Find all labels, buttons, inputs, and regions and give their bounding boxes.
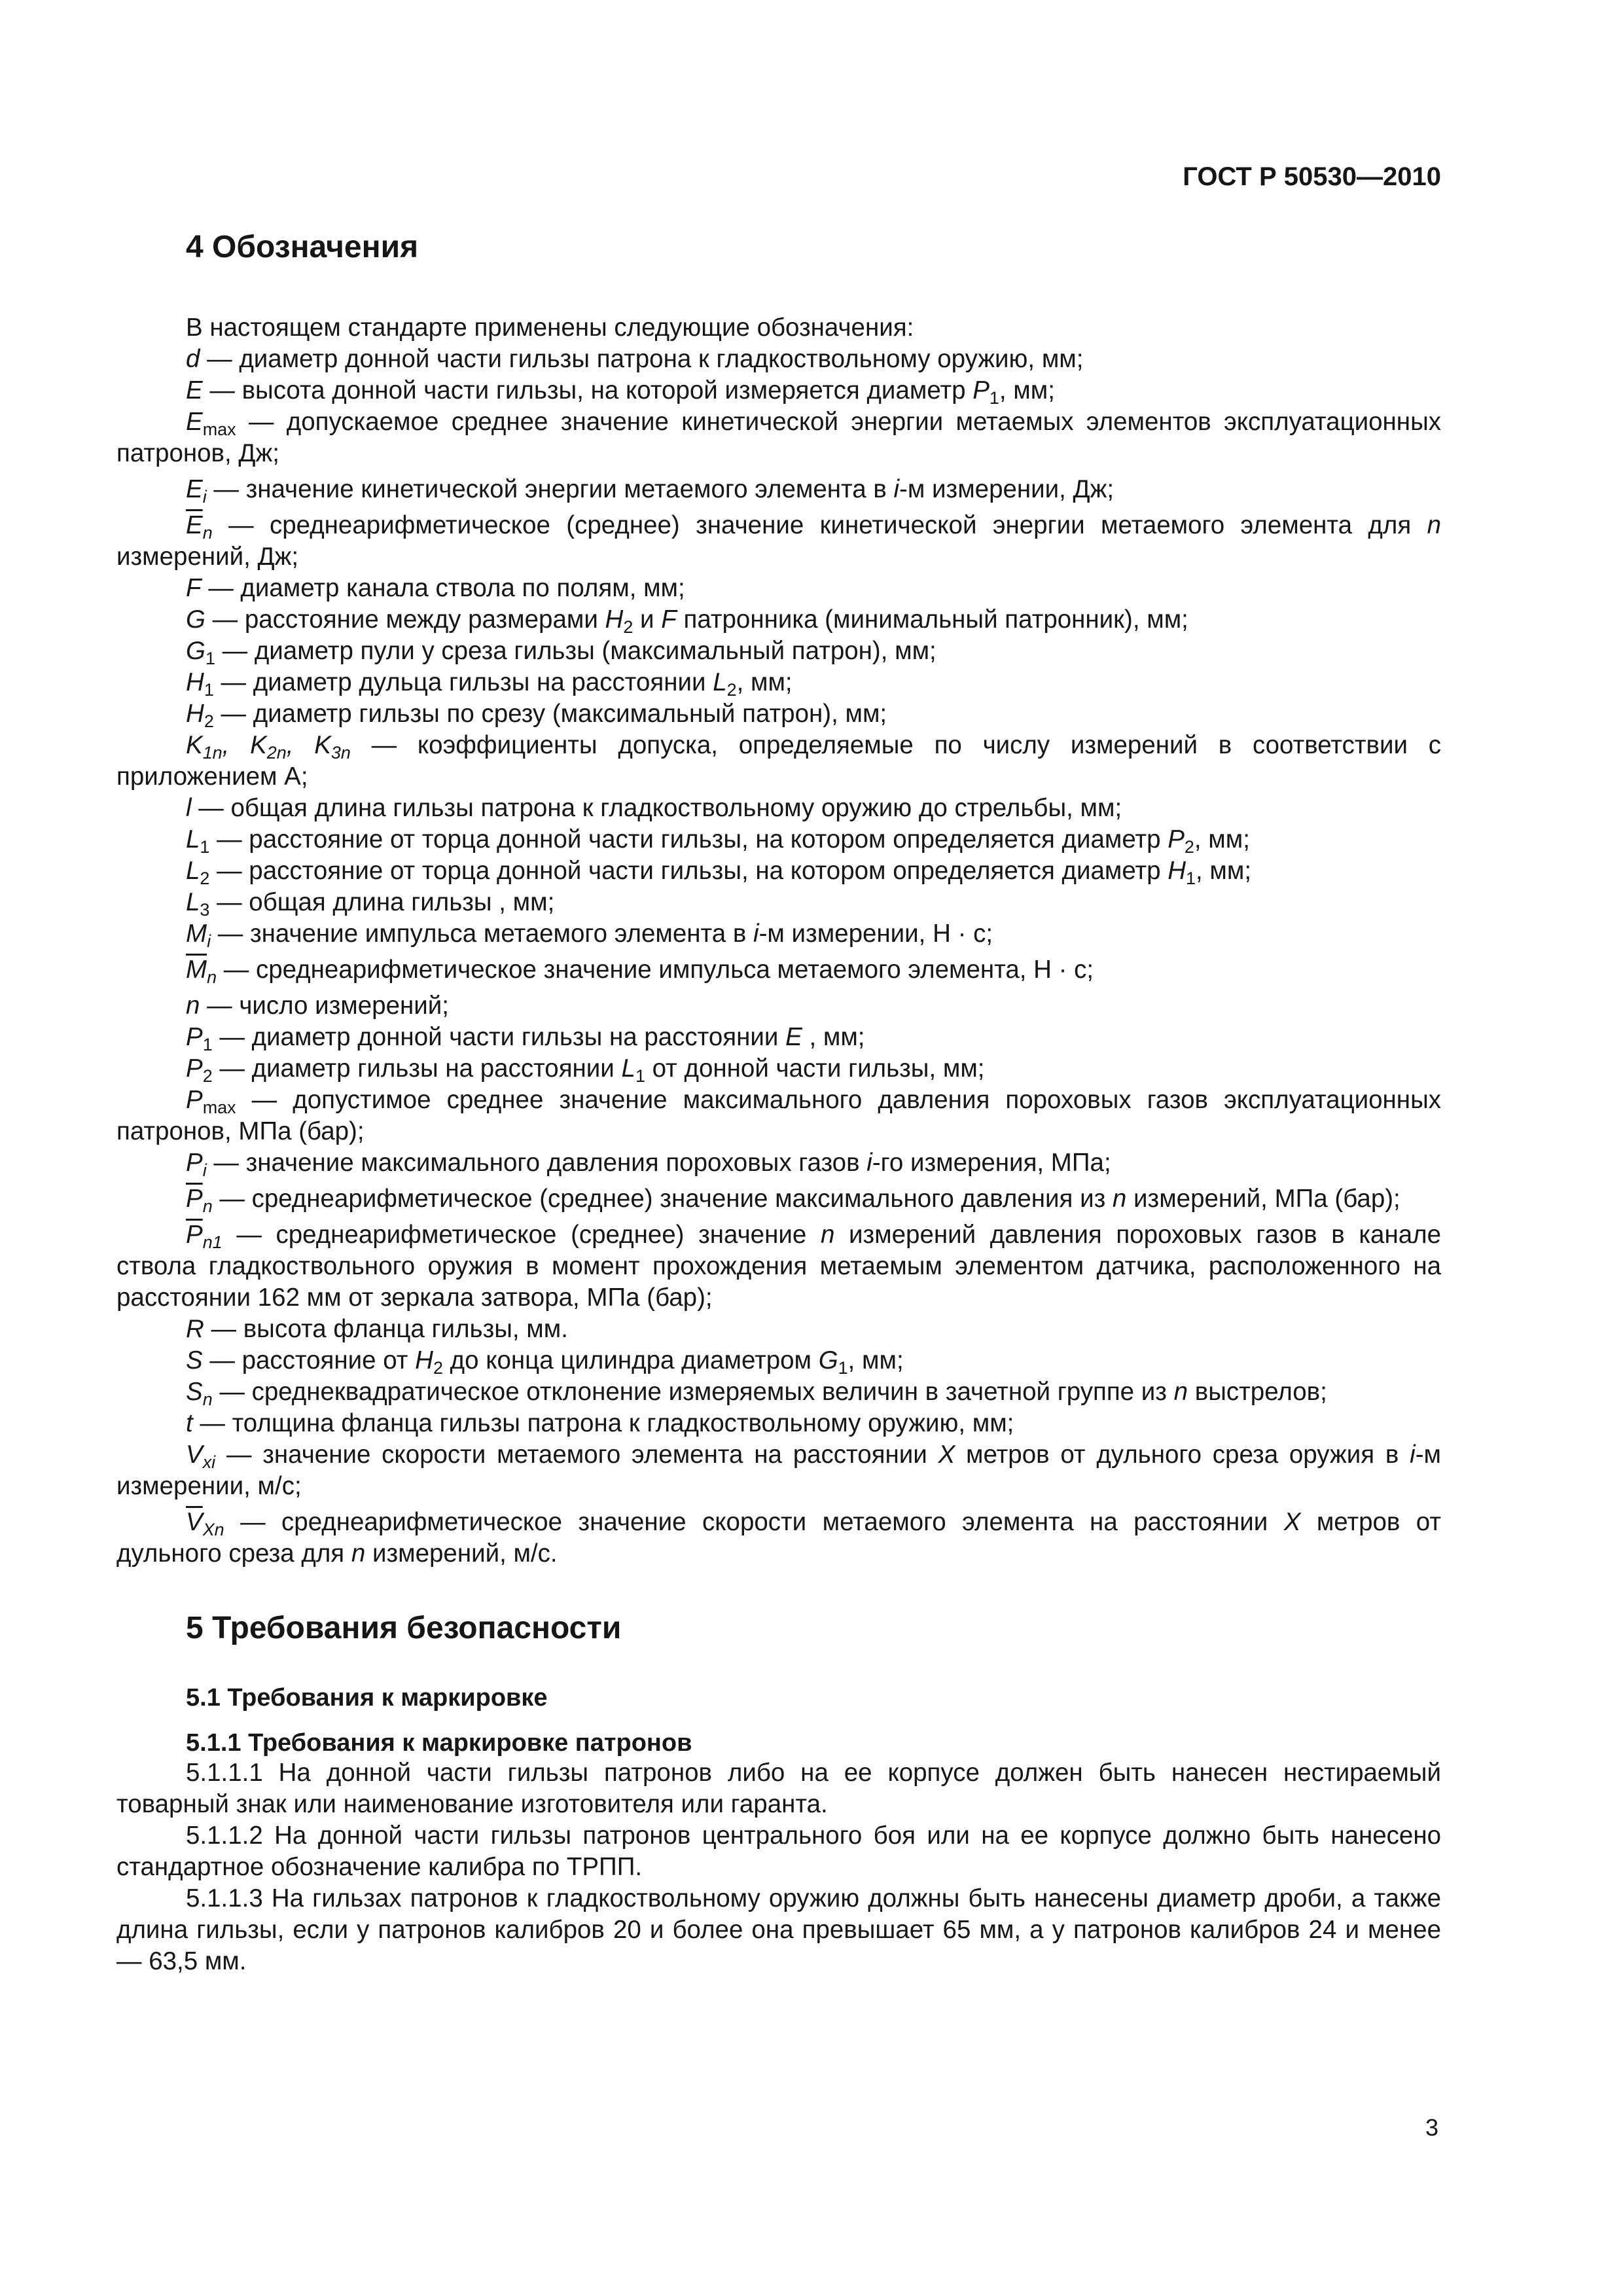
list-item: $P_i$ — значение максимального давления пороховых газов i-го измерения, МПа; [186,1149,1111,1181]
list-item: $\overline{V}_{Xn}$ — среднеарифметическое значение скорости метаемого элемента на расстоянии X метров от дульного среза для n измерений, м/с. [116,1508,1442,1568]
list-item: $L_2$ — расстояние от торца донной части гильзы, на котором определяется диаметр $H_1$, мм; [186,857,1252,889]
list-item: $L_1$ — расстояние от торца донной части гильзы, на котором определяется диаметр $P_2$, мм; [186,825,1250,857]
page-content [116,229,1441,1977]
standard-header: ГОСТ Р 50530—2010 [1183,162,1441,191]
list-item: $P_2$ — диаметр гильзы на расстоянии $L_1$ от донной части гильзы, мм; [186,1054,985,1086]
list-item: l — общая длина гильзы патрона к гладкоствольному оружию до стрельбы, мм; [186,794,1122,822]
list-item: $G_1$ — диаметр пули у среза гильзы (максимальный патрон), мм; [186,637,936,669]
list-item: R — высота фланца гильзы, мм. [186,1315,568,1343]
subsection-5-1-1-title: 5.1.1 Требования к маркировке патронов [186,1729,692,1757]
list-item: $K_{1n}$, $K_{2n}$, $K_{3n}$ — коэффициенты допуска, определяемые по числу измерений в соответствии с приложением А; [116,731,1441,791]
list-item: $\overline{E}_n$ — среднеарифметическое (среднее) значение кинетической энергии метаемого элемента для n измерений, Дж; [116,511,1441,571]
clause-5-1-1-2: 5.1.1.2 На донной части гильзы патронов центрального боя или на ее корпусе должно быть нанесено стандартное обозначение калибра по ТРПП. [116,1821,1441,1881]
list-item: n — число измерений; [186,992,449,1020]
page-number: 3 [1425,2114,1438,2141]
list-item: E — высота донной части гильзы, на которой измеряется диаметр $P_1$, мм; [186,376,1055,408]
list-item: $H_1$ — диаметр дульца гильзы на расстоянии $L_2$, мм; [186,668,793,700]
subsection-5-1-title: 5.1 Требования к маркировке [186,1684,548,1712]
list-item: $\overline{M}_n$ — среднеарифметическое значение импульса метаемого элемента, Н · с; [186,956,1094,988]
list-item: $H_2$ — диаметр гильзы по срезу (максимальный патрон), мм; [186,700,887,732]
list-item: $P_{max}$ — допустимое среднее значение максимального давления пороховых газов эксплуатационных патронов, МПа (бар); [116,1086,1441,1145]
list-item: $\overline{P}_{n1}$ — среднеарифметическое (среднее) значение n измерений давления пороховых газов в канале ствола гладкоствольного оружия в момент прохождения метаемым элементом датчика, расположенного на расстоянии 162 мм от зеркала затвора, МПа (бар); [116,1221,1442,1312]
list-item: G — расстояние между размерами $H_2$ и F патронника (минимальный патронник), мм; [186,605,1188,637]
list-item: $\overline{P}_n$ — среднеарифметическое (среднее) значение максимального давления из n измерений, МПа (бар); [186,1185,1400,1217]
list-item: F — диаметр канала ствола по полям, мм; [186,574,685,602]
list-item: S — расстояние от $H_2$ до конца цилиндра диаметром $G_1$, мм; [186,1346,904,1378]
section-5-title: 5 Требования безопасности [186,1611,622,1645]
section-4-title: 4 Обозначения [186,230,419,264]
list-item: $E_{max}$ — допускаемое среднее значение кинетической энергии метаемых элементов эксплуатационных патронов, Дж; [116,408,1441,467]
list-item: $E_i$ — значение кинетической энергии метаемого элемента в i-м измерении, Дж; [186,475,1115,507]
section-4-intro: В настоящем стандарте применены следующие обозначения: [186,314,914,342]
list-item: $V_{xi}$ — значение скорости метаемого элемента на расстоянии X метров от дульного среза оружия в i-м измерении, м/с; [116,1441,1441,1500]
list-item: $P_1$ — диаметр донной части гильзы на расстоянии E , мм; [186,1023,865,1055]
list-item: $L_3$ — общая длина гильзы , мм; [186,888,555,920]
list-item: $M_i$ — значение импульса метаемого элемента в i-м измерении, Н · с; [186,920,993,952]
list-item: $S_n$ — среднеквадратическое отклонение измеряемых величин в зачетной группе из n выстрелов; [186,1378,1327,1410]
clause-5-1-1-1: 5.1.1.1 На донной части гильзы патронов либо на ее корпусе должен быть нанесен нестираемый товарный знак или наименование изготовителя или гаранта. [116,1759,1441,1818]
list-item: t — толщина фланца гильзы патрона к гладкоствольному оружию, мм; [186,1409,1014,1437]
clause-5-1-1-3: 5.1.1.3 На гильзах патронов к гладкоствольному оружию должны быть нанесены диаметр дроби, а также длина гильзы, если у патронов калибров 20 и более она превышает 65 мм, а у патронов калибров 24 и менее — 63,5 мм. [116,1884,1441,1975]
list-item: d — диаметр донной части гильзы патрона к гладкоствольному оружию, мм; [186,345,1084,373]
